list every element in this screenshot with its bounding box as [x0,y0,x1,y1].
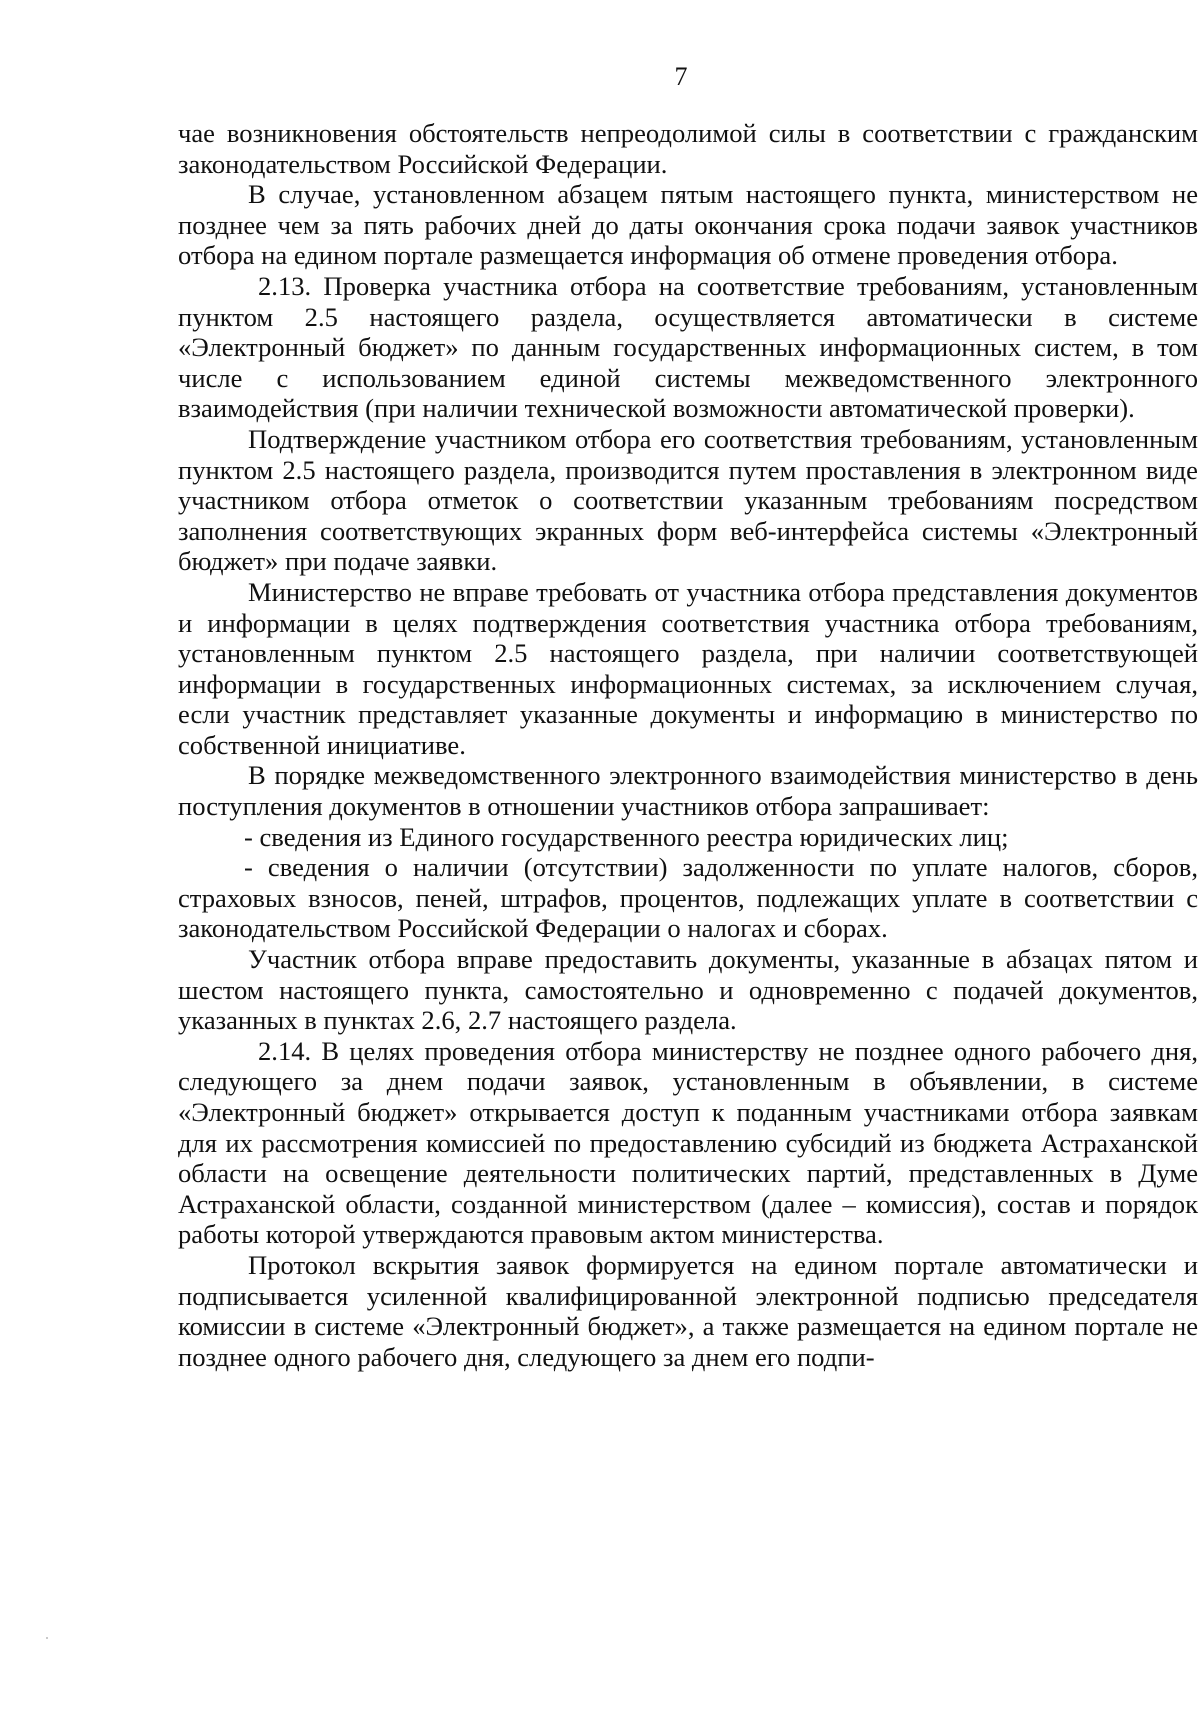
paragraph-voluntary-documents: Участник отбора вправе предоставить документы, указанные в абзацах пятом и шестом настоящего пункта, самостоятельно и одновременно с подачей документов, указанных в пунктах 2.6, 2.7 настоящего раздела. [178,944,1198,1036]
scan-mark [46,1637,48,1639]
paragraph-cancellation-info: В случае, установленном абзацем пятым настоящего пункта, министерством не позднее чем за пять рабочих дней до даты окончания срока подачи заявок участников отбора на едином портале размещается информация об отмене проведения отбора. [178,179,1198,271]
clause-2-14: 2.14. В целях проведения отбора министерству не позднее одного рабочего дня, следующего за днем подачи заявок, установленным в объявлении, в системе «Электронный бюджет» открывается доступ к поданным участниками отбора заявкам для их рассмотрения комиссией по предоставлению субсидий из бюджета Астраханской области на освещение деятельности политических партий, представленных в Думе Астраханской области, созданной министерством (далее – комиссия), состав и порядок работы которой утверждаются правовым актом министерства. [178,1035,1198,1250]
list-item-legal-entities-register: - сведения из Единого государственного реестра юридических лиц; [244,821,1009,852]
paragraph-ministry-rights: Министерство не вправе требовать от участника отбора представления документов и информации в целях подтверждения соответствия участника отбора требованиям, установленным пунктом 2.5 настоящего раздела, при наличии соответствующей информации в государственных информационных системах, за исключением случая, если участник представляет указанные документы и информацию в министерство по собственной инициативе. [178,576,1198,760]
clause-2-13: 2.13. Проверка участника отбора на соответствие требованиям, установленным пунктом 2.5 настоящего раздела, осуществляется автоматически в системе «Электронный бюджет» по данным государственных информационных систем, в том числе с использованием единой системы межведомственного электронного взаимодействия (при наличии технической возможности автоматической проверки). [178,270,1198,424]
paragraph-opening-protocol: Протокол вскрытия заявок формируется на едином портале автоматически и подписывается усиленной квалифицированной электронной подписью председателя комиссии в системе «Электронный бюджет», а также размещается на едином портале не позднее одного рабочего дня, следующего за днем его подпи- [178,1249,1198,1372]
page-number: 7 [674,62,688,91]
paragraph-continuation: чае возникновения обстоятельств непреодолимой силы в соответствии с гражданским законодательством Российской Федерации. [178,118,1198,179]
paragraph-confirmation: Подтверждение участником отбора его соответствия требованиям, установленным пунктом 2.5 настоящего раздела, производится путем проставления в электронном виде участником отбора отметок о соответствии указанным требованиям посредством заполнения соответствующих экранных форм веб-интерфейса системы «Электронный бюджет» при подаче заявки. [178,423,1198,577]
paragraph-interdepartmental-request: В порядке межведомственного электронного взаимодействия министерство в день поступления документов в отношении участников отбора запрашивает: [178,760,1198,822]
list-item-tax-debt-info: - сведения о наличии (отсутствии) задолженности по уплате налогов, сборов, страховых взносов, пеней, штрафов, процентов, подлежащих уплате в соответствии с законодательством Российской Федерации о налогах и сборах. [178,852,1198,944]
document-body [178,118,1198,1372]
